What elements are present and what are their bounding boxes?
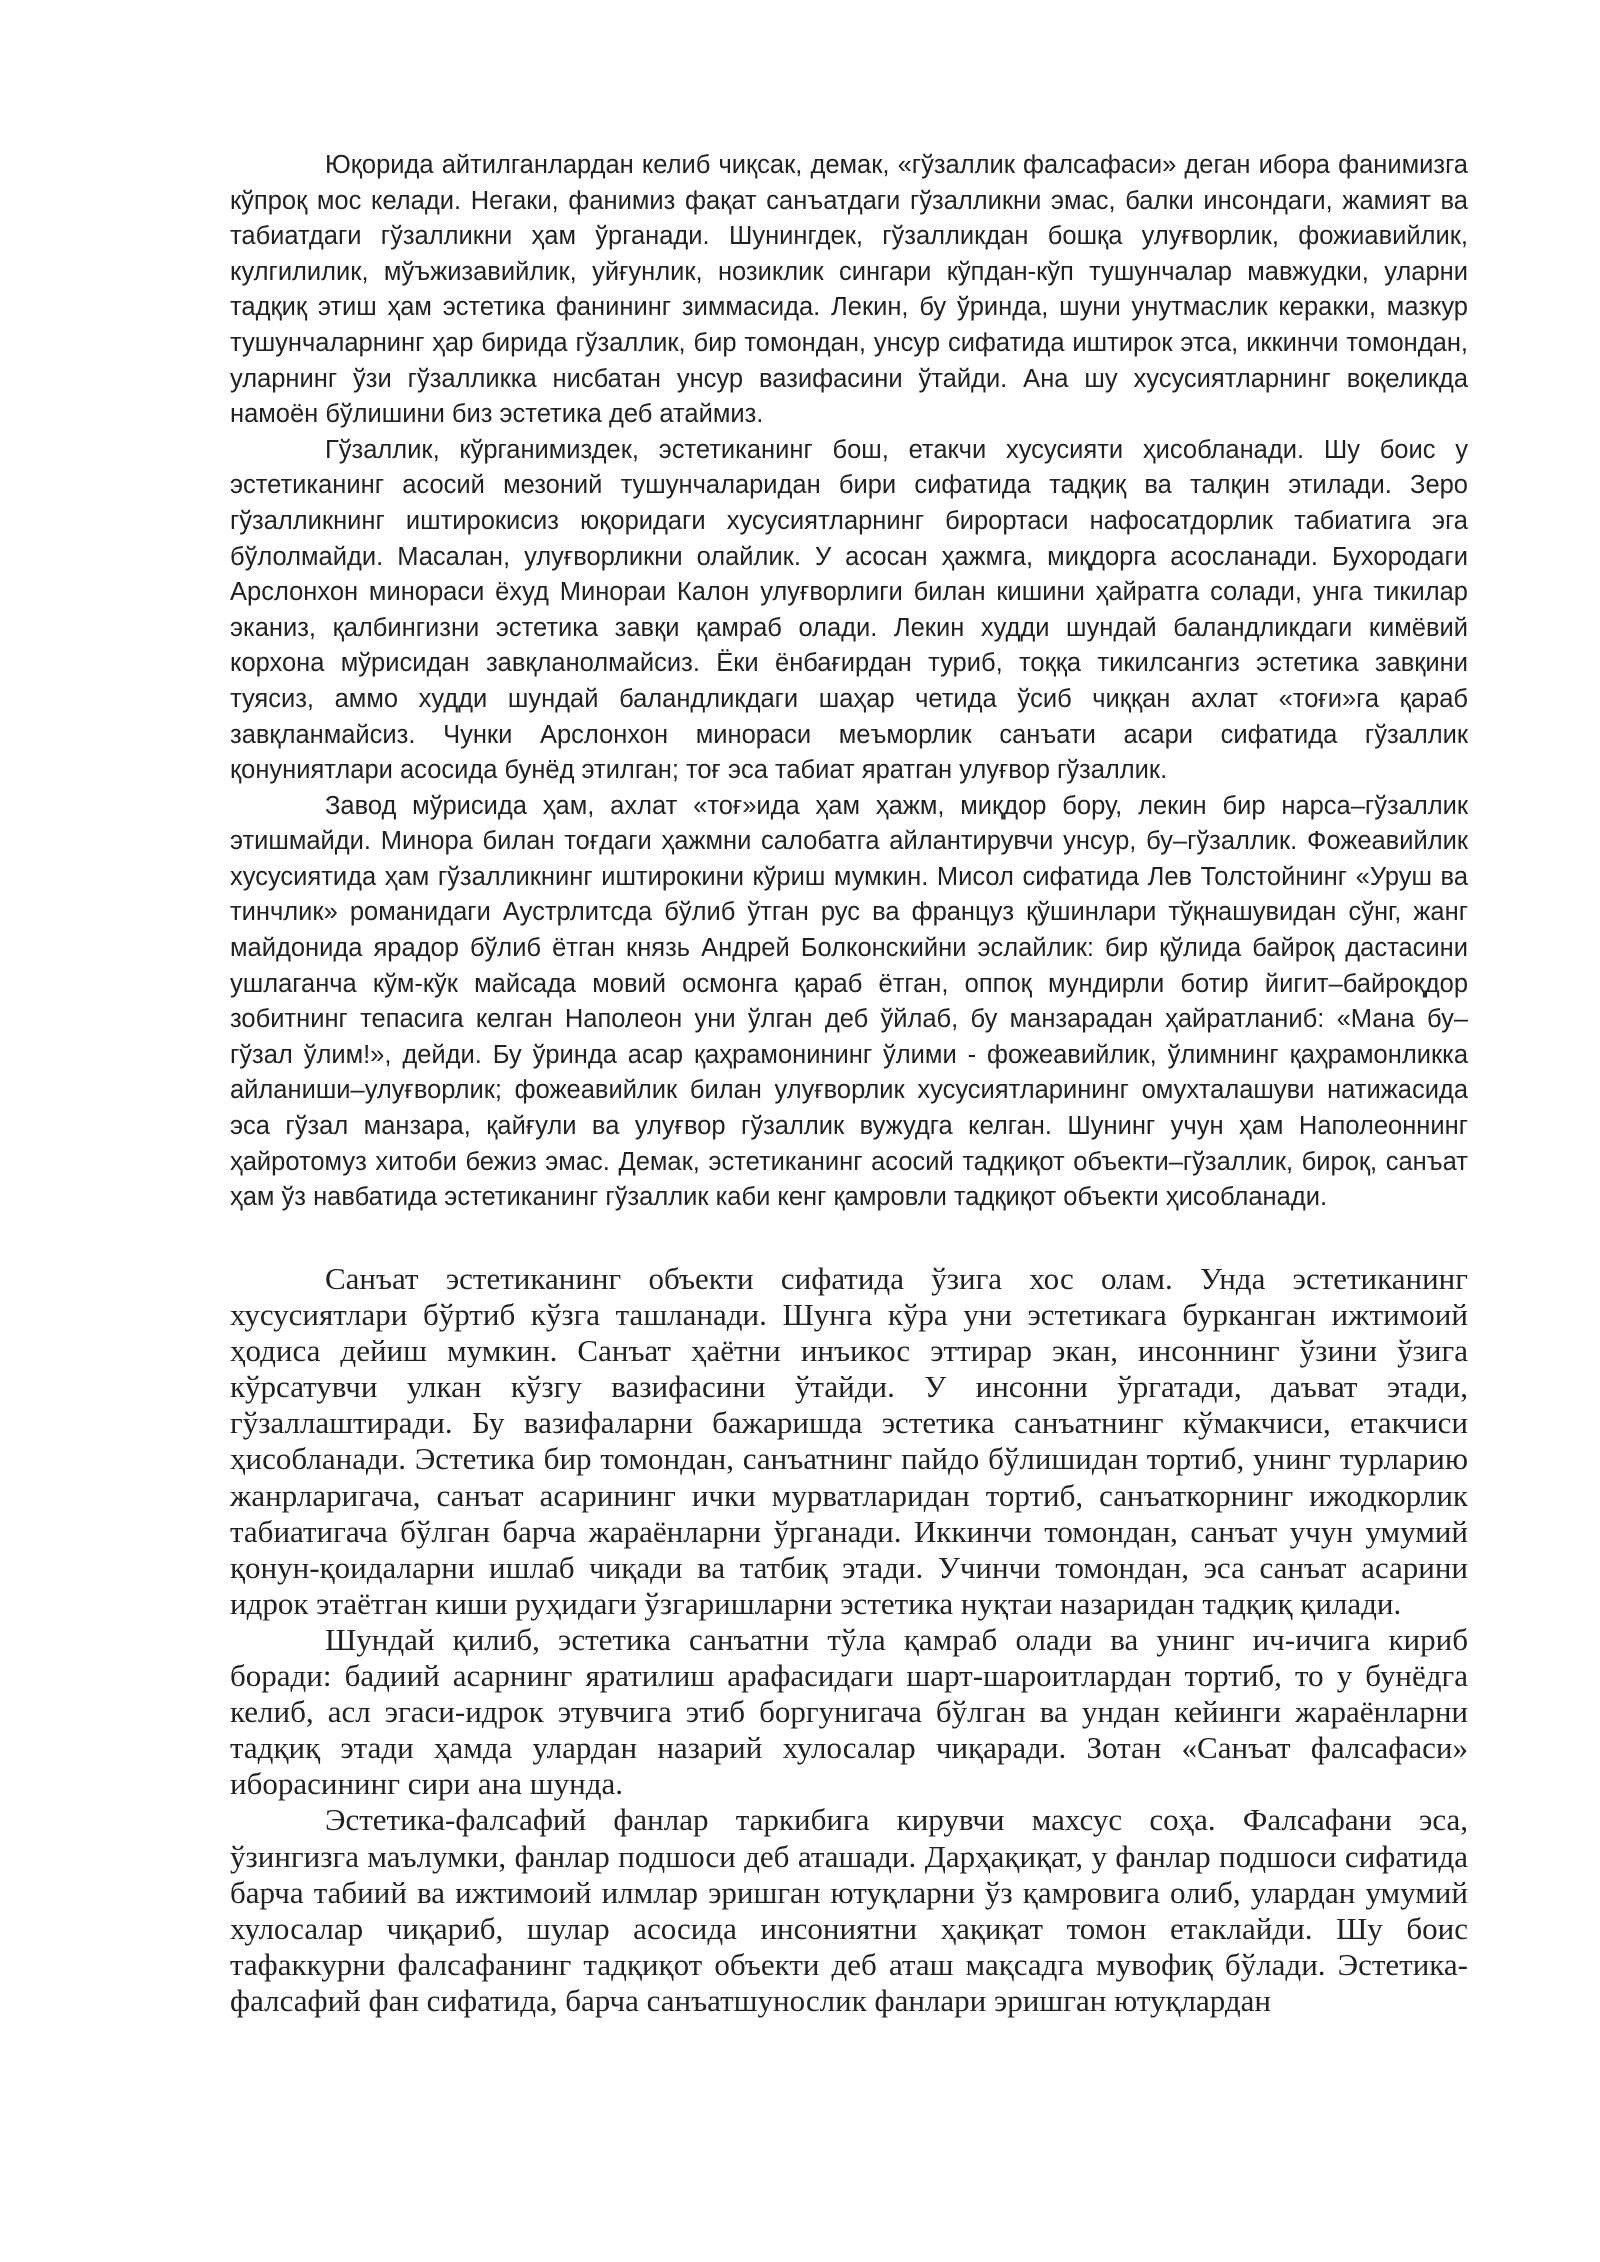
paragraph-4: Санъат эстетиканинг объекти сифатида ўзига хос олам. Унда эстетиканинг хусусиятлари бўртиб кўзга ташланади. Шунга кўра уни эстетикага бурканган ижтимоий ҳодиса дейиш мумкин. Санъат ҳаётни инъикос эттирар экан, инсоннинг ўзини ўзига кўрсатувчи улкан кўзгу вазифасини ўтайди. У инсонни ўргатади, даъват этади, гўзаллаштиради. Бу вазифаларни бажаришда эстетика санъатнинг кўмакчиси, етакчиси ҳисобланади. Эстетика бир томондан, санъатнинг пайдо бўлишидан тортиб, унинг турларию жанрларигача, санъат асарининг ички мурватларидан тортиб, санъаткорнинг ижодкорлик табиатигача бўлган барча жараёнларни ўрганади. Иккинчи томондан, санъат учун умумий қонун-қоидаларни ишлаб чиқади ва татбиқ этади. Учинчи томондан, эса санъат асарини идрок этаётган киши руҳидаги ўзгаришларни эстетика нуқтаи назаридан тадқиқ қилади. — [230, 1261, 1468, 1621]
sans-text-section — [230, 148, 1468, 1216]
paragraph-5: Шундай қилиб, эстетика санъатни тўла қамраб олади ва унинг ич-ичига кириб боради: бадиий асарнинг яратилиш арафасидаги шарт-шароитлардан тортиб, то у бунёдга келиб, асл эгаси-идрок этувчига этиб боргунигача бўлган ва ундан кейинги жараёнларни тадқиқ этади ҳамда улардан назарий хулосалар чиқаради. Зотан «Санъат фалсафаси» иборасининг сири ана шунда. — [230, 1621, 1468, 1802]
paragraph-6: Эстетика-фалсафий фанлар таркибига кирувчи махсус соҳа. Фалсафани эса, ўзингизга маълумки, фанлар подшоси деб аташади. Дарҳақиқат, у фанлар подшоси сифатида барча табиий ва ижтимоий илмлар эришган ютуқларни ўз қамровига олиб, улардан умумий хулосалар чиқариб, шулар асосида инсониятни ҳақиқат томон етаклайди. Шу боис тафаккурни фалсафанинг тадқиқот объекти деб аташ мақсадга мувофиқ бўлади. Эстетика-фалсафий фан сифатида, барча санъатшунослик фанлари эришган ютуқлардан — [230, 1802, 1468, 2018]
paragraph-1: Юқорида айтилганлардан келиб чиқсак, демак, «гўзаллик фалсафаси» деган ибора фанимизга кўпроқ мос келади. Негаки, фанимиз фақат санъатдаги гўзалликни эмас, балки инсондаги, жамият ва табиатдаги гўзалликни ҳам ўрганади. Шунингдек, гўзалликдан бошқа улуғворлик, фожиавийлик, кулгилилик, мўъжизавийлик, уйғунлик, нозиклик сингари кўпдан-кўп тушунчалар мавжудки, уларни тадқиқ этиш ҳам эстетика фанининг зиммасида. Лекин, бу ўринда, шуни унутмаслик керакки, мазкур тушунчаларнинг ҳар бирида гўзаллик, бир томондан, унсур сифатида иштирок этса, иккинчи томондан, уларнинг ўзи гўзалликка нисбатан унсур вазифасини ўтайди. Ана шу хусусиятларнинг воқеликда намоён бўлишини биз эстетика деб атаймиз. — [230, 151, 1468, 429]
paragraph-2: Гўзаллик, кўрганимиздек, эстетиканинг бош, етакчи хусусияти ҳисобланади. Шу боис у эстетиканинг асосий мезоний тушунчаларидан бири сифатида тадқиқ ва талқин этилади. Зеро гўзалликнинг иштирокисиз юқоридаги хусусиятларнинг бирортаси нафосатдорлик табиатига эга бўлолмайди. Масалан, улуғворликни олайлик. У асосан ҳажмга, миқдорга асосланади. Бухородаги Арслонхон минораси ёхуд Минораи Калон улуғворлиги билан кишини ҳайратга солади, унга тикилар эканиз, қалбингизни эстетика завқи қамраб олади. Лекин худди шундай баландликдаги кимёвий корхона мўрисидан завқланолмайсиз. Ёки ёнбағирдан туриб, тоққа тикилсангиз эстетика завқини туясиз, аммо худди шундай баландликдаги шаҳар четида ўсиб чиққан ахлат «тоғи»га қараб завқланмайсиз. Чунки Арслонхон минораси меъморлик санъати асари сифатида гўзаллик қонуниятлари асосида бунёд этилган; тоғ эса табиат яратган улуғвор гўзаллик. — [230, 435, 1468, 785]
paragraph-3: Завод мўрисида ҳам, ахлат «тоғ»ида ҳам ҳажм, миқдор бору, лекин бир нарса–гўзаллик этишмайди. Минора билан тоғдаги ҳажмни салобатга айлантирувчи унсур, бу–гўзаллик. Фожеавийлик хусусиятида ҳам гўзалликнинг иштирокини кўриш мумкин. Мисол сифатида Лев Толстойнинг «Уруш ва тинчлик» романидаги Аустрлитсда бўлиб ўтган рус ва француз қўшинлари тўқнашувидан сўнг, жанг майдонида ярадор бўлиб ётган князь Андрей Болконскийни эслайлик: бир қўлида байроқ дастасини ушлаганча кўм-кўк майсада мовий осмонга қараб ётган, оппоқ мундирли ботир йигит–байроқдор зобитнинг тепасига келган Наполеон уни ўлган деб ўйлаб, бу манзарадан ҳайратланиб: «Мана бу–гўзал ўлим!», дейди. Бу ўринда асар қаҳрамонининг ўлими - фожеавийлик, ўлимнинг қаҳрамонликка айланиши–улуғворлик; фожеавийлик билан улуғворлик хусусиятларининг омухталашуви натижасида эса гўзал манзара, қайғули ва улуғвор гўзаллик вужудга келган. Шунинг учун ҳам Наполеоннинг ҳайротомуз хитоби бежиз эмас. Демак, эстетиканинг асосий тадқиқот объекти–гўзаллик, бироқ, санъат ҳам ўз навбатида эстетиканинг гўзаллик каби кенг қамровли тадқиқот объекти ҳисобланади. — [230, 791, 1468, 1212]
serif-text-section — [230, 1261, 1468, 2019]
